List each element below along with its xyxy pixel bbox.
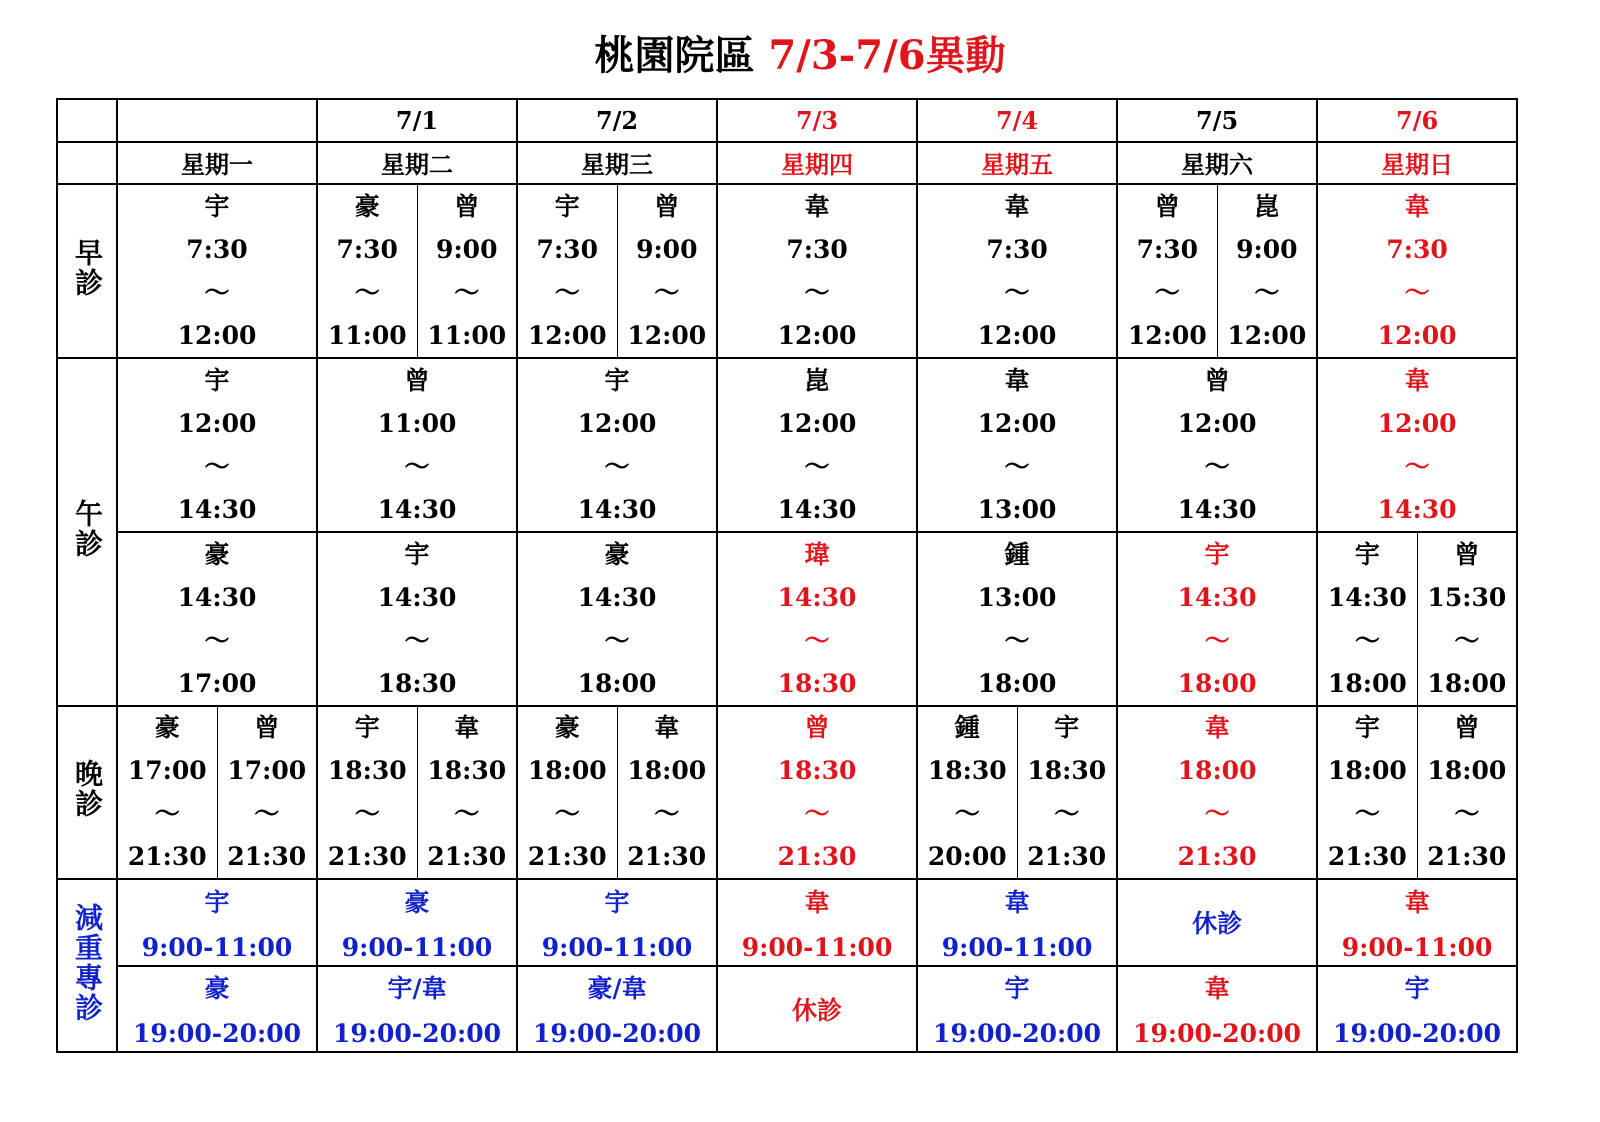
doctor-name: 宇: [1004, 974, 1030, 1004]
tilde: ～: [204, 278, 230, 308]
clinic-time: 19:00-20:00: [333, 1019, 501, 1049]
slot-cell: [1417, 532, 1517, 706]
tilde: ～: [354, 799, 380, 829]
start-time: 12:00: [1377, 408, 1457, 438]
doctor-name: 曾: [654, 192, 680, 222]
start-time: 18:00: [1427, 756, 1507, 786]
slot-cell: [317, 706, 417, 880]
weight-cell: [1317, 966, 1517, 1052]
start-time: 18:00: [627, 756, 707, 786]
doctor-name: 鍾: [1004, 539, 1030, 569]
start-time: 7:30: [986, 235, 1048, 265]
slot-cell: [917, 358, 1117, 532]
tilde: ～: [604, 625, 630, 655]
slot-cell: [117, 358, 317, 532]
slot-cell: [1017, 706, 1117, 880]
clinic-time: 19:00-20:00: [933, 1019, 1102, 1049]
slot-cell: [117, 532, 317, 706]
slot-cell: [717, 706, 917, 880]
weight-cell: [717, 966, 917, 1052]
closed-label: 休診: [792, 995, 843, 1025]
end-time: 21:30: [1177, 842, 1257, 872]
weekday-sun: 星期日: [1317, 142, 1517, 185]
slot-cell: [1117, 706, 1317, 880]
tilde: ～: [404, 625, 430, 655]
slot-cell: [1117, 184, 1217, 358]
doctor-name: 曾: [1454, 713, 1480, 743]
weekday-wed: 星期三: [517, 142, 717, 185]
start-time: 9:00: [436, 235, 498, 265]
end-time: 21:30: [527, 842, 607, 872]
morning-row: [57, 184, 1517, 358]
slot-cell: [1417, 706, 1517, 880]
end-time: 12:00: [777, 321, 857, 351]
doctor-name: 韋: [804, 192, 830, 222]
section-weight: [57, 879, 117, 1052]
slot-cell: [517, 358, 717, 532]
slot-cell: [517, 706, 617, 880]
clinic-time: 9:00-11:00: [741, 932, 893, 962]
date-thu: 7/3: [717, 99, 917, 142]
start-time: 12:00: [1177, 408, 1257, 438]
end-time: 18:30: [777, 668, 857, 698]
end-time: 18:30: [377, 668, 457, 698]
section-evening: [57, 706, 117, 880]
doctor-name: 韋: [804, 887, 830, 917]
tilde: ～: [1454, 799, 1480, 829]
date-tue: 7/1: [317, 99, 517, 142]
tilde: ～: [604, 451, 630, 481]
section-noon-label: 午診: [71, 498, 104, 559]
start-time: 12:00: [777, 408, 857, 438]
tilde: ～: [1404, 278, 1430, 308]
weight-row-2: [57, 966, 1517, 1052]
weight-cell: [917, 966, 1117, 1052]
slot-cell: [117, 706, 217, 880]
end-time: 21:30: [1327, 842, 1407, 872]
end-time: 12:00: [627, 321, 707, 351]
end-time: 12:00: [1127, 321, 1207, 351]
end-time: 21:30: [227, 842, 307, 872]
slot-cell: [217, 706, 317, 880]
weight-cell: [517, 966, 717, 1052]
doctor-name: 韋: [1404, 366, 1430, 395]
weight-cell: [717, 879, 917, 965]
tilde: ～: [454, 799, 480, 829]
doctor-name: 宇: [604, 366, 630, 395]
slot-cell: [1117, 358, 1317, 532]
slot-cell: [617, 706, 717, 880]
start-time: 7:30: [1136, 235, 1199, 265]
end-time: 21:30: [777, 842, 857, 872]
noon-row-1: [57, 358, 1517, 532]
tilde: ～: [1354, 799, 1380, 829]
start-time: 14:30: [1327, 582, 1407, 612]
start-time: 13:00: [977, 582, 1057, 612]
weekday-tue: 星期二: [317, 142, 517, 185]
doctor-name: 宇: [1054, 713, 1080, 743]
doctor-name: 豪: [554, 713, 580, 743]
slot-cell: [617, 184, 717, 358]
end-time: 21:30: [1427, 842, 1507, 872]
schedule-table: [56, 98, 1518, 1053]
doctor-name: 宇: [554, 192, 580, 222]
slot-cell: [517, 532, 717, 706]
doctor-name: 韋: [654, 713, 680, 743]
start-time: 9:00: [1236, 235, 1298, 265]
date-sat: 7/5: [1117, 99, 1317, 142]
slot-cell: [517, 184, 617, 358]
title-main: 桃園院區: [594, 32, 769, 79]
start-time: 9:00: [636, 235, 698, 265]
tilde: ～: [1154, 278, 1180, 308]
doctor-name: 宇: [204, 887, 230, 917]
section-evening-label: 晚診: [71, 759, 104, 820]
closed-label: 休診: [1192, 909, 1243, 939]
doctor-name: 崑: [1254, 192, 1280, 222]
tilde: ～: [804, 625, 830, 655]
clinic-time: 9:00-11:00: [541, 932, 693, 962]
doctor-name: 宇: [604, 887, 630, 917]
date-mon: [117, 99, 317, 142]
slot-cell: [917, 706, 1017, 880]
start-time: 18:30: [927, 756, 1007, 786]
start-time: 17:00: [127, 756, 207, 786]
date-fri: 7/4: [917, 99, 1117, 142]
tilde: ～: [204, 451, 230, 481]
tilde: ～: [1454, 625, 1480, 655]
start-time: 14:30: [577, 582, 657, 612]
tilde: ～: [204, 625, 230, 655]
doctor-name: 宇: [1354, 539, 1380, 569]
end-time: 21:30: [427, 842, 507, 872]
tilde: ～: [1004, 625, 1030, 655]
weekday-fri: 星期五: [917, 142, 1117, 185]
doctor-name: 韋: [1004, 366, 1030, 395]
doctor-name: 曾: [1154, 192, 1180, 222]
doctor-name: 宇: [1204, 539, 1230, 569]
clinic-time: 19:00-20:00: [1333, 1019, 1502, 1049]
doctor-name: 韋: [1404, 887, 1430, 917]
start-time: 18:30: [777, 756, 857, 786]
doctor-name: 豪: [354, 192, 380, 222]
start-time: 18:30: [327, 756, 407, 786]
end-time: 12:00: [177, 321, 257, 351]
weekday-sat: 星期六: [1117, 142, 1317, 185]
weekday-row: [57, 142, 1517, 185]
slot-cell: [917, 184, 1117, 358]
doctor-name: 宇: [204, 192, 230, 222]
end-time: 14:30: [377, 494, 457, 524]
start-time: 18:00: [527, 756, 607, 786]
end-time: 18:00: [977, 668, 1057, 698]
end-time: 12:00: [1377, 321, 1457, 351]
section-weight-label: 減重專診: [71, 902, 104, 1023]
start-time: 18:30: [1027, 756, 1107, 786]
doctor-name: 韋: [1204, 974, 1230, 1004]
weight-cell: [917, 879, 1117, 965]
doctor-name: 豪: [204, 539, 230, 569]
doctor-name: 瑋: [804, 539, 830, 569]
doctor-name: 宇: [1404, 974, 1430, 1004]
evening-row: [57, 706, 1517, 880]
tilde: ～: [404, 451, 430, 481]
start-time: 12:00: [177, 408, 257, 438]
doctor-name: 韋: [1204, 713, 1230, 743]
tilde: ～: [1204, 451, 1230, 481]
start-time: 7:30: [536, 235, 598, 265]
doctor-name: 韋: [1004, 192, 1030, 222]
section-morning-label: 早診: [71, 238, 104, 299]
doctor-name: 崑: [804, 366, 830, 395]
weekday-mon: 星期一: [117, 142, 317, 185]
doctor-name: 豪: [204, 974, 230, 1004]
clinic-time: 9:00-11:00: [1341, 932, 1493, 962]
tilde: ～: [1004, 278, 1030, 308]
tilde: ～: [1354, 625, 1380, 655]
weight-cell: [117, 879, 317, 965]
date-sun: 7/6: [1317, 99, 1517, 142]
doctor-name: 曾: [404, 366, 430, 395]
clinic-time: 9:00-11:00: [341, 932, 493, 962]
clinic-time: 9:00-11:00: [141, 932, 293, 962]
weight-cell: [317, 879, 517, 965]
tilde: ～: [1004, 451, 1030, 481]
start-time: 17:00: [227, 756, 307, 786]
tilde: ～: [1404, 451, 1430, 481]
start-time: 14:30: [777, 582, 857, 612]
weight-row-1: [57, 879, 1517, 965]
date-row: [57, 99, 1517, 142]
weekday-thu: 星期四: [717, 142, 917, 185]
end-time: 18:00: [577, 668, 657, 698]
slot-cell: [717, 184, 917, 358]
clinic-time: 19:00-20:00: [133, 1019, 301, 1049]
slot-cell: [117, 184, 317, 358]
doctor-name: 曾: [254, 713, 280, 743]
end-time: 18:00: [1177, 668, 1257, 698]
doctor-name: 曾: [804, 713, 830, 743]
end-time: 17:00: [177, 668, 257, 698]
tilde: ～: [654, 799, 680, 829]
doctor-name: 豪: [404, 887, 430, 917]
doctor-name: 韋: [1004, 887, 1030, 917]
start-time: 18:30: [427, 756, 507, 786]
weight-cell: [1117, 966, 1317, 1052]
corner-cell-2: [57, 142, 117, 185]
slot-cell: [917, 532, 1117, 706]
start-time: 14:30: [1177, 582, 1257, 612]
tilde: ～: [1204, 625, 1230, 655]
slot-cell: [717, 358, 917, 532]
tilde: ～: [1254, 278, 1280, 308]
doctor-name: 宇: [204, 366, 230, 395]
noon-row-2: [57, 532, 1517, 706]
start-time: 7:30: [336, 235, 398, 265]
end-time: 14:30: [1177, 494, 1257, 524]
tilde: ～: [654, 278, 680, 308]
end-time: 12:00: [977, 321, 1057, 351]
slot-cell: [417, 706, 517, 880]
weight-cell: [1317, 879, 1517, 965]
weight-cell: [1117, 879, 1317, 965]
end-time: 18:00: [1327, 668, 1407, 698]
clinic-time: 9:00-11:00: [941, 932, 1093, 962]
end-time: 14:30: [1377, 494, 1457, 524]
date-wed: 7/2: [517, 99, 717, 142]
end-time: 21:30: [627, 842, 707, 872]
end-time: 14:30: [577, 494, 657, 524]
doctor-name: 豪/韋: [587, 974, 647, 1004]
slot-cell: [1317, 706, 1417, 880]
doctor-name: 曾: [1454, 539, 1480, 569]
tilde: ～: [1054, 799, 1080, 829]
doctor-name: 宇: [404, 539, 430, 569]
slot-cell: [717, 532, 917, 706]
doctor-name: 宇/韋: [387, 974, 447, 1004]
end-time: 14:30: [177, 494, 257, 524]
tilde: ～: [804, 799, 830, 829]
slot-cell: [1217, 184, 1317, 358]
end-time: 12:00: [527, 321, 607, 351]
doctor-name: 鍾: [954, 713, 980, 743]
weight-cell: [317, 966, 517, 1052]
weight-cell: [117, 966, 317, 1052]
section-morning: [57, 184, 117, 358]
end-time: 13:00: [977, 494, 1057, 524]
end-time: 21:30: [1027, 842, 1107, 872]
end-time: 12:00: [1227, 321, 1307, 351]
slot-cell: [1317, 184, 1517, 358]
tilde: ～: [954, 799, 980, 829]
tilde: ～: [1204, 799, 1230, 829]
doctor-name: 宇: [354, 713, 380, 743]
start-time: 11:00: [377, 408, 457, 438]
tilde: ～: [804, 278, 830, 308]
start-time: 7:30: [786, 235, 848, 265]
tilde: ～: [454, 278, 480, 308]
slot-cell: [317, 184, 417, 358]
doctor-name: 曾: [1204, 366, 1230, 395]
start-time: 15:30: [1427, 582, 1507, 612]
corner-cell: [57, 99, 117, 142]
clinic-time: 19:00-20:00: [533, 1019, 702, 1049]
start-time: 18:00: [1177, 756, 1257, 786]
end-time: 11:00: [327, 321, 407, 351]
slot-cell: [1317, 532, 1417, 706]
page-title: [0, 28, 1600, 84]
doctor-name: 豪: [154, 713, 180, 743]
slot-cell: [317, 358, 517, 532]
tilde: ～: [354, 278, 380, 308]
tilde: ～: [804, 451, 830, 481]
weight-cell: [517, 879, 717, 965]
doctor-name: 韋: [454, 713, 480, 743]
tilde: ～: [554, 278, 580, 308]
start-time: 14:30: [377, 582, 457, 612]
start-time: 12:00: [577, 408, 657, 438]
doctor-name: 曾: [454, 192, 480, 222]
clinic-time: 19:00-20:00: [1133, 1019, 1302, 1049]
doctor-name: 韋: [1404, 192, 1430, 222]
end-time: 21:30: [127, 842, 207, 872]
slot-cell: [1117, 532, 1317, 706]
end-time: 11:00: [427, 321, 507, 351]
section-noon: [57, 358, 117, 705]
title-highlight: 7/3-7/6異動: [768, 32, 1006, 79]
end-time: 21:30: [327, 842, 407, 872]
end-time: 18:00: [1427, 668, 1507, 698]
start-time: 14:30: [177, 582, 257, 612]
tilde: ～: [254, 799, 280, 829]
slot-cell: [1317, 358, 1517, 532]
slot-cell: [317, 532, 517, 706]
start-time: 18:00: [1327, 756, 1407, 786]
end-time: 14:30: [777, 494, 857, 524]
slot-cell: [417, 184, 517, 358]
start-time: 7:30: [186, 235, 248, 265]
doctor-name: 宇: [1354, 713, 1380, 743]
doctor-name: 豪: [604, 539, 630, 569]
end-time: 20:00: [927, 842, 1007, 872]
start-time: 12:00: [977, 408, 1057, 438]
start-time: 7:30: [1386, 235, 1448, 265]
tilde: ～: [154, 799, 180, 829]
tilde: ～: [554, 799, 580, 829]
